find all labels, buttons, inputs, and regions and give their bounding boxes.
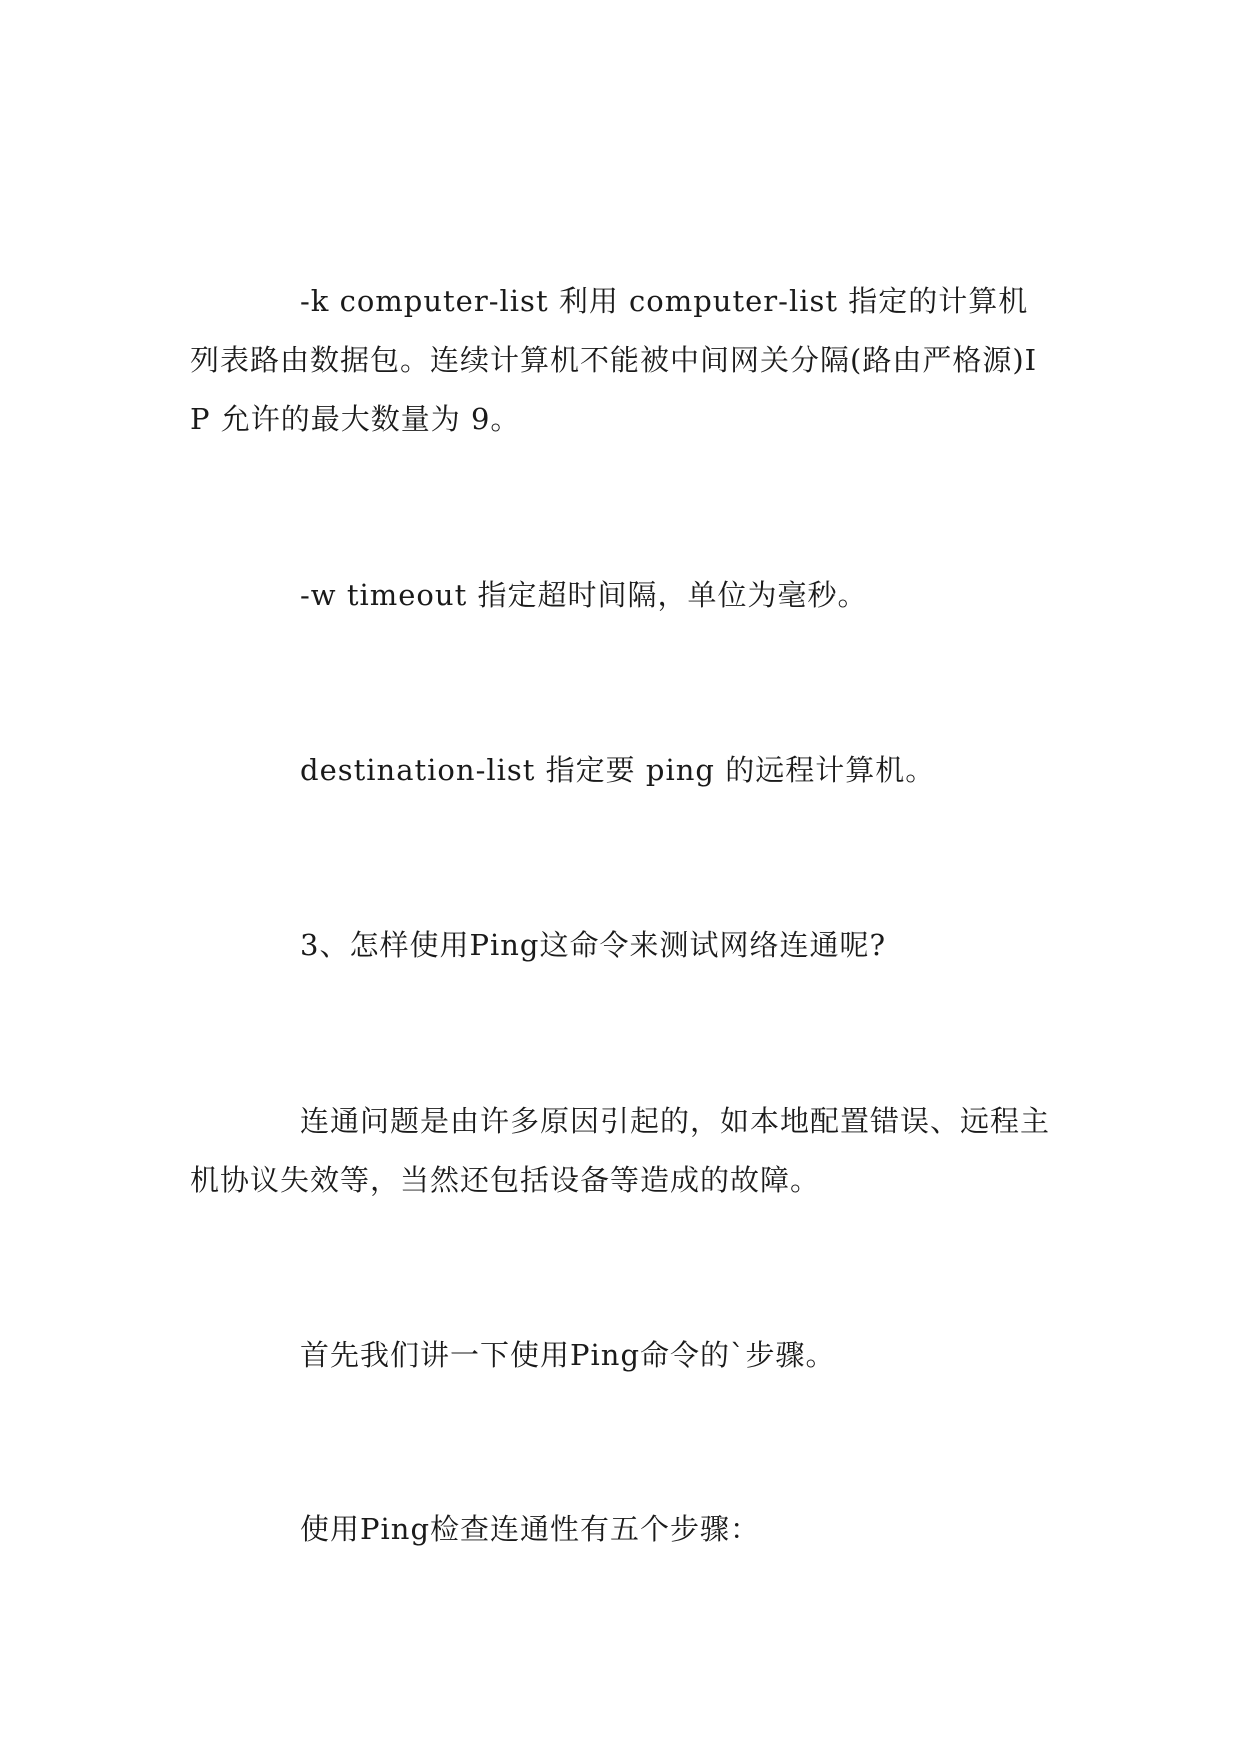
paragraph-ping-steps-intro: 首先我们讲一下使用Ping命令的`步骤。: [300, 1338, 836, 1372]
paragraph-connectivity-causes: 连通问题是由许多原因引起的，如本地配置错误、远程主机协议失效等，当然还包括设备等造成的故障。: [190, 1104, 1051, 1197]
paragraph-option-w: -w timeout 指定超时间隔，单位为毫秒。: [300, 578, 868, 612]
section-heading-3: 3、怎样使用Ping这命令来测试网络连通呢?: [300, 928, 887, 962]
paragraph-destination-list: destination-list 指定要 ping 的远程计算机。: [300, 753, 936, 787]
paragraph-option-k: -k computer-list 利用 computer-list 指定的计算机列表路由数据包。连续计算机不能被中间网关分隔(路由严格源)IP 允许的最大数量为 9。: [190, 284, 1038, 436]
paragraph-five-steps: 使用Ping检查连通性有五个步骤：: [300, 1512, 761, 1546]
